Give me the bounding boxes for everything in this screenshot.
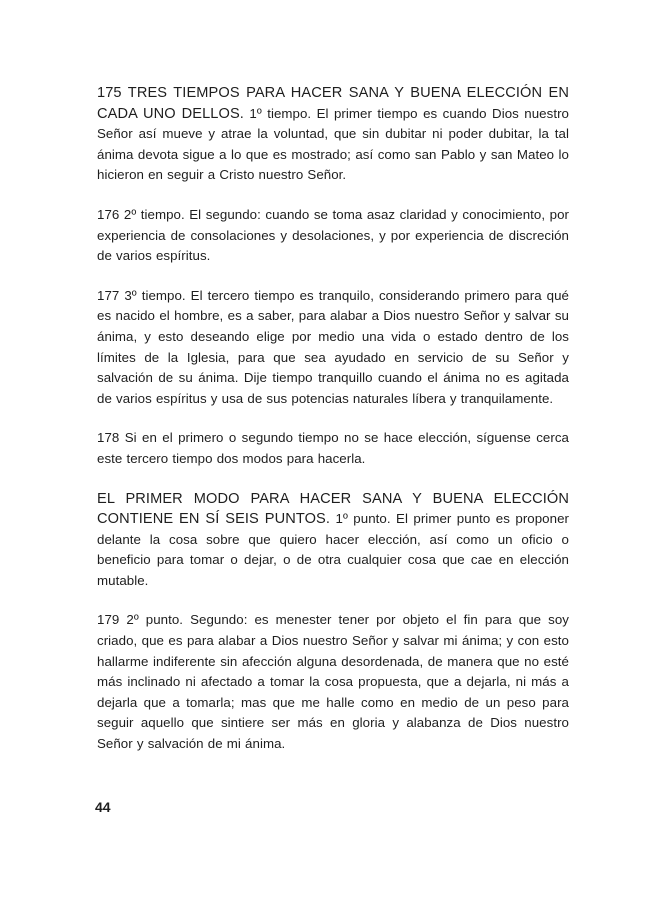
paragraph-text: 176 2º tiempo. El segundo: cuando se toma asaz claridad y conocimiento, por experiencia de consolaciones y desolaciones, y por experiencia de discreción de varios espíritus. xyxy=(97,206,569,264)
paragraph-text: 177 3º tiempo. El tercero tiempo es tranquilo, considerando primero para qué es nacido el hombre, es a saber, para alabar a Dios nuestro Señor y salvar su ánima, y esto deseando elige por medio una vida o estado dentro de los límites de la Iglesia, para que sea ayudado en servicio de su Señor y salvación de su ánima. Dije tiempo tranquillo cuando el ánima no es agitada de varios espíritus y usa de sus potencias naturales líbera y tranquilamente. xyxy=(97,287,569,406)
paragraph-primer-modo xyxy=(97,489,569,592)
paragraph-text: 179 2º punto. Segundo: es menester tener por objeto el fin para que soy criado, que es para alabar a Dios nuestro Señor y salvar mi ánima; y con esto hallarme indiferente sin afección alguna desordenada, de manera que no esté más inclinado ni afectado a tomar la cosa propuesta, que a dejarla, ni más a dejarla que a tomarla; mas que me halle como en medio de un peso para seguir aquello que sintiere ser más en gloria y alabanza de Dios nuestro Señor y salvación de mi ánima. xyxy=(97,612,569,752)
paragraph-175 xyxy=(97,83,569,186)
section-heading-primer-modo: EL PRIMER MODO PARA HACER SANA Y BUENA ELECCIÓN CONTIENE EN SÍ SEIS PUNTOS. xyxy=(97,490,569,528)
paragraph-176 xyxy=(97,205,569,267)
paragraph-177 xyxy=(97,286,569,410)
page-body xyxy=(97,83,569,774)
section-heading-tres-tiempos: 175 TRES TIEMPOS PARA HACER SANA Y BUENA ELECCIÓN EN CADA UNO DELLOS. xyxy=(97,85,569,122)
page-number: 44 xyxy=(95,799,111,815)
paragraph-179 xyxy=(97,610,569,754)
paragraph-text: 178 Si en el primero o segundo tiempo no se hace elección, síguense cerca este tercero tiempo dos modos para hacerla. xyxy=(97,430,569,466)
paragraph-178 xyxy=(97,428,569,469)
paragraph-text: 1º tiempo. El primer tiempo es cuando Dios nuestro Señor así mueve y atrae la voluntad, que sin dubitar ni poder dubitar, la tal ánima devota sigue a lo que es mostrado; así como san Pablo y san Mateo lo hicieron en seguir a Cristo nuestro Señor. xyxy=(97,105,569,183)
paragraph-text: 1º punto. El primer punto es proponer delante la cosa sobre que quiero hacer elección, así como un oficio o beneficio para tomar o dejar, o de otra cualquier cosa que cae en elección mutable. xyxy=(97,511,569,588)
